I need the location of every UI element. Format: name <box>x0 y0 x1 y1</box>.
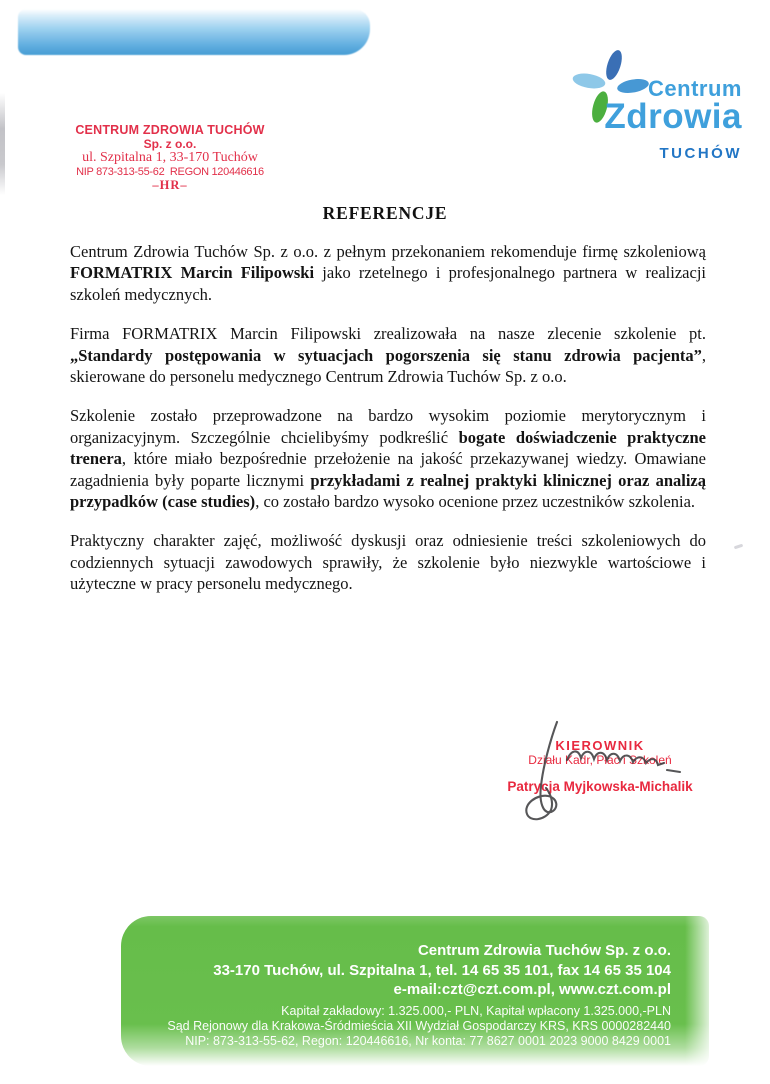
footer-line-nip-regon-account: NIP: 873-313-55-62, Regon: 120446616, Nr konta: 77 8627 0001 2023 9000 8429 0001 <box>185 1034 671 1049</box>
company-address-stamp <box>58 124 282 192</box>
logo-word-zdrowia: Zdrowia <box>604 97 742 136</box>
logo-petal-left <box>572 71 607 91</box>
footer-line-email-web: e-mail:czt@czt.com.pl, www.czt.com.pl <box>393 981 671 998</box>
logo-word-tuchow: TUCHÓW <box>659 145 742 162</box>
paragraph-recommendation: Centrum Zdrowia Tuchów Sp. z o.o. z pełnym przekonaniem rekomenduje firmę szkoleniową FORMATRIX Marcin Filipowski jako rzetelnego i profesjonalnego partnera w realizacji szkoleń medycznych. <box>70 242 706 304</box>
stamp-hr-mark: –HR– <box>152 178 188 193</box>
footer-line-court: Sąd Rejonowy dla Krakowa-Śródmieścia XII Wydział Gospodarczy KRS, KRS 0000282440 <box>167 1018 671 1033</box>
footer-line-address-phone: 33-170 Tuchów, ul. Szpitalna 1, tel. 14 65 35 101, fax 14 65 35 104 <box>213 961 671 979</box>
stamp-address: ul. Szpitalna 1, 33-170 Tuchów <box>82 150 258 166</box>
signatory-name: Patrycja Myjkowska-Michalik <box>507 779 693 794</box>
signature-tail-dash <box>667 770 680 772</box>
signature-scribble-stroke <box>567 751 664 765</box>
paragraph-training-topic: Firma FORMATRIX Marcin Filipowski zrealizowała na nasze zlecenie szkolenie pt. „Standardy postępowania w sytuacjach pogorszenia się stanu zdrowia pacjenta”, skierowane do personelu medycznego Centrum Zdrowia Tuchów Sp. z o.o. <box>70 324 706 387</box>
footer-contact-block <box>121 916 709 1066</box>
letter-body <box>70 241 706 613</box>
signatory-department: Działu Kadr, Płac i Szkoleń <box>528 753 672 767</box>
stamp-nip-regon: NIP 873-313-55-62 REGON 120446616 <box>76 166 264 179</box>
logo-petal-top <box>603 48 625 81</box>
paragraph-training-quality: Szkolenie zostało przeprowadzone na bardzo wysokim poziomie merytorycznym i organizacyjnym. Szczególnie chcielibyśmy podkreślić bogate doświadczenie praktyczne trenera, które miało bezpośrednie przełożenie na jakość przekazywanej wiedzy. Omawiane zagadnienia były poparte licznymi przykładami z realnej praktyki klinicznej oraz analizą przypadków (case studies), co zostało bardzo wysoko ocenione przez uczestników szkolenia. <box>70 406 706 512</box>
signature-flourish-stroke <box>526 722 557 819</box>
logo-wordmark <box>604 76 742 162</box>
document-title: REFERENCJE <box>322 203 448 223</box>
signatory-role: KIEROWNIK <box>555 738 645 753</box>
paragraph-practical-value: Praktyczny charakter zajęć, możliwość dyskusji oraz odniesienie treści szkoleniowych do codziennych sytuacji zawodowych sprawiły, że szkolenie było niezwykle wartościowe i użyteczne w pracy personelu medycznego. <box>70 531 706 594</box>
logo-word-centrum: Centrum <box>648 76 742 101</box>
footer-line-capital: Kapitał zakładowy: 1.325.000,- PLN, Kapitał wpłacony 1.325.000,-PLN <box>281 1003 671 1018</box>
handwritten-signature <box>515 714 691 834</box>
header-swoosh-graphic <box>18 9 370 55</box>
scan-artifact-left-edge <box>0 93 5 195</box>
scan-artifact-dot <box>734 544 743 550</box>
stamp-company-name: CENTRUM ZDROWIA TUCHÓW <box>75 123 265 137</box>
footer-line-company: Centrum Zdrowia Tuchów Sp. z o.o. <box>417 942 671 959</box>
stamp-company-form: Sp. z o.o. <box>143 137 197 151</box>
